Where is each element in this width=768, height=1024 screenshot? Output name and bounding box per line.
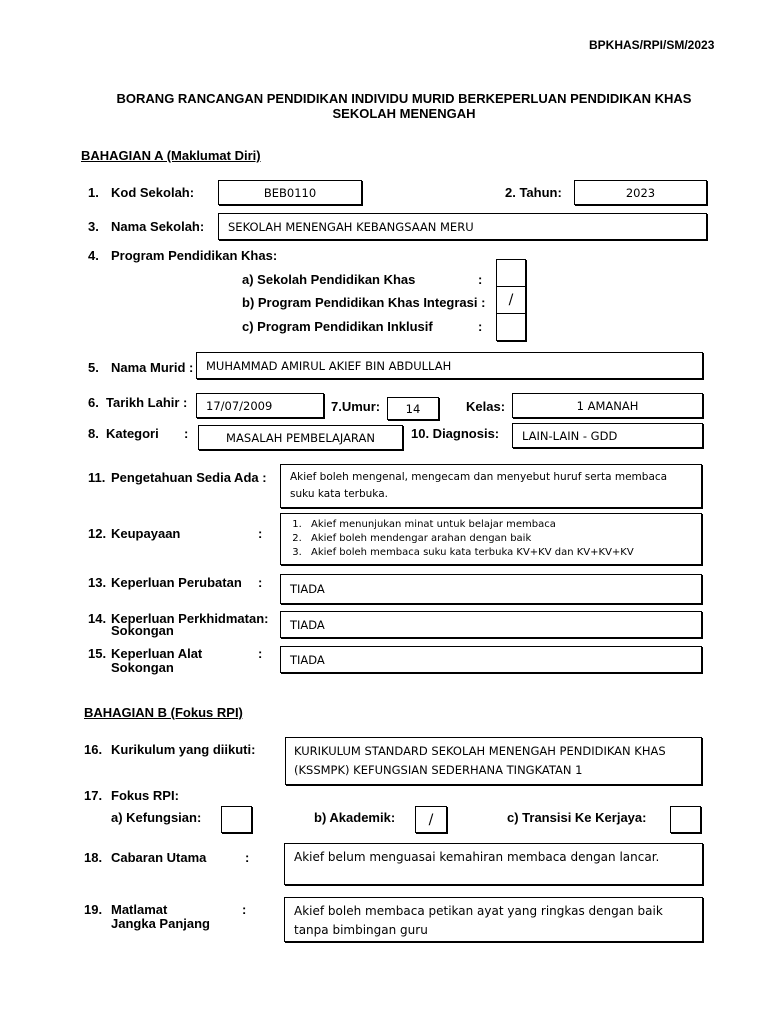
fokus-label: Fokus RPI: (111, 788, 179, 803)
matlamat-label-line1: Matlamat (111, 902, 168, 917)
alat-num: 15. (88, 646, 107, 661)
keupayaan-list (287, 518, 695, 560)
program-option-c-colon: : (478, 319, 483, 334)
program-label: Program Pendidikan Khas: (111, 248, 278, 263)
perkhidmatan-num: 14. (88, 611, 107, 626)
transisi-checkbox[interactable] (670, 806, 701, 833)
cabaran-colon: : (245, 850, 250, 865)
keupayaan-item: 1. Akief menunjukan minat untuk belajar membaca (305, 518, 695, 532)
keupayaan-field[interactable] (280, 513, 702, 565)
pengetahuan-label: Pengetahuan Sedia Ada : (111, 470, 267, 485)
alat-label-line1: Keperluan Alat (111, 646, 203, 661)
akademik-checkbox[interactable]: / (415, 806, 447, 833)
alat-field[interactable]: TIADA (280, 646, 702, 673)
tarikh-lahir-num: 6. (88, 395, 99, 410)
kod-sekolah-num: 1. (88, 185, 99, 200)
keupayaan-item: 2. Akief boleh mendengar arahan dengan baik (305, 532, 695, 546)
kod-sekolah-field[interactable]: BEB0110 (218, 180, 362, 205)
perubatan-colon: : (258, 575, 263, 590)
akademik-label: b) Akademik: (314, 810, 396, 825)
kurikulum-label: Kurikulum yang diikuti: (111, 742, 256, 757)
matlamat-label-line2: Jangka Panjang (111, 916, 210, 931)
tarikh-lahir-field[interactable]: 17/07/2009 (196, 393, 324, 418)
kefungsian-label: a) Kefungsian: (111, 810, 202, 825)
kurikulum-field[interactable]: KURIKULUM STANDARD SEKOLAH MENENGAH PENDIDIKAN KHAS (KSSMPK) KEFUNGSIAN SEDERHANA TINGKATAN 1 (285, 737, 702, 785)
cabaran-num: 18. (84, 850, 103, 865)
kategori-label: Kategori (106, 426, 159, 441)
cabaran-label: Cabaran Utama (111, 850, 207, 865)
perubatan-field[interactable]: TIADA (280, 574, 702, 604)
perubatan-num: 13. (88, 575, 107, 590)
section-a-heading: BAHAGIAN A (Maklumat Diri) (81, 148, 261, 163)
matlamat-colon: : (242, 902, 247, 917)
matlamat-field[interactable]: Akief boleh membaca petikan ayat yang ringkas dengan baik tanpa bimbingan guru (284, 897, 703, 942)
program-option-c-checkbox[interactable] (496, 313, 526, 341)
program-option-b-label: b) Program Pendidikan Khas Integrasi : (242, 295, 486, 310)
kategori-field[interactable]: MASALAH PEMBELAJARAN (198, 425, 403, 450)
tarikh-lahir-label: Tarikh Lahir : (106, 395, 188, 410)
section-b-heading: BAHAGIAN B (Fokus RPI) (84, 705, 243, 720)
nama-sekolah-num: 3. (88, 219, 99, 234)
tahun-label: 2. Tahun: (505, 185, 562, 200)
keupayaan-label: Keupayaan (111, 526, 181, 541)
kategori-num: 8. (88, 426, 99, 441)
kategori-colon: : (184, 426, 189, 441)
alat-label-line2: Sokongan (111, 660, 174, 675)
program-option-a-checkbox[interactable] (496, 259, 526, 287)
tahun-field[interactable]: 2023 (574, 180, 707, 205)
perkhidmatan-label-line2: Sokongan (111, 623, 174, 638)
kefungsian-checkbox[interactable] (221, 806, 252, 833)
program-option-a-label: a) Sekolah Pendidikan Khas (242, 272, 416, 287)
nama-murid-label: Nama Murid : (111, 360, 194, 375)
nama-murid-field[interactable]: MUHAMMAD AMIRUL AKIEF BIN ABDULLAH (196, 352, 703, 379)
pengetahuan-field[interactable]: Akief boleh mengenal, mengecam dan menyebut huruf serta membaca suku kata terbuka. (280, 464, 702, 508)
pengetahuan-num: 11. (88, 470, 106, 485)
keupayaan-item: 3. Akief boleh membaca suku kata terbuka KV+KV dan KV+KV+KV (305, 546, 695, 560)
matlamat-num: 19. (84, 902, 103, 917)
program-num: 4. (88, 248, 99, 263)
kod-sekolah-label: Kod Sekolah: (111, 185, 195, 200)
umur-field[interactable]: 14 (387, 397, 439, 420)
keupayaan-colon: : (258, 526, 263, 541)
nama-sekolah-field[interactable]: SEKOLAH MENENGAH KEBANGSAAN MERU (218, 213, 707, 240)
kelas-field[interactable]: 1 AMANAH (512, 393, 703, 418)
nama-murid-num: 5. (88, 360, 99, 375)
kelas-label: Kelas: (466, 399, 506, 414)
nama-sekolah-label: Nama Sekolah: (111, 219, 205, 234)
perubatan-label: Keperluan Perubatan (111, 575, 242, 590)
fokus-num: 17. (84, 788, 103, 803)
form-code: BPKHAS/RPI/SM/2023 (589, 38, 715, 52)
transisi-label: c) Transisi Ke Kerjaya: (507, 810, 647, 825)
form-title-line1: BORANG RANCANGAN PENDIDIKAN INDIVIDU MURID BERKEPERLUAN PENDIDIKAN KHAS (116, 91, 692, 106)
program-option-a-colon: : (478, 272, 483, 287)
program-option-c-label: c) Program Pendidikan Inklusif (242, 319, 433, 334)
diagnosis-field[interactable]: LAIN-LAIN - GDD (512, 423, 703, 448)
umur-label: 7.Umur: (331, 399, 381, 414)
perkhidmatan-field[interactable]: TIADA (280, 611, 702, 638)
diagnosis-label: 10. Diagnosis: (411, 426, 500, 441)
kurikulum-num: 16. (84, 742, 103, 757)
perkhidmatan-label-line1: Keperluan Perkhidmatan: (111, 611, 269, 626)
alat-colon: : (258, 646, 263, 661)
cabaran-field[interactable]: Akief belum menguasai kemahiran membaca dengan lancar. (284, 843, 703, 885)
form-title-line2: SEKOLAH MENENGAH (332, 106, 476, 121)
program-option-b-checkbox[interactable]: / (496, 286, 526, 314)
keupayaan-num: 12. (88, 526, 107, 541)
